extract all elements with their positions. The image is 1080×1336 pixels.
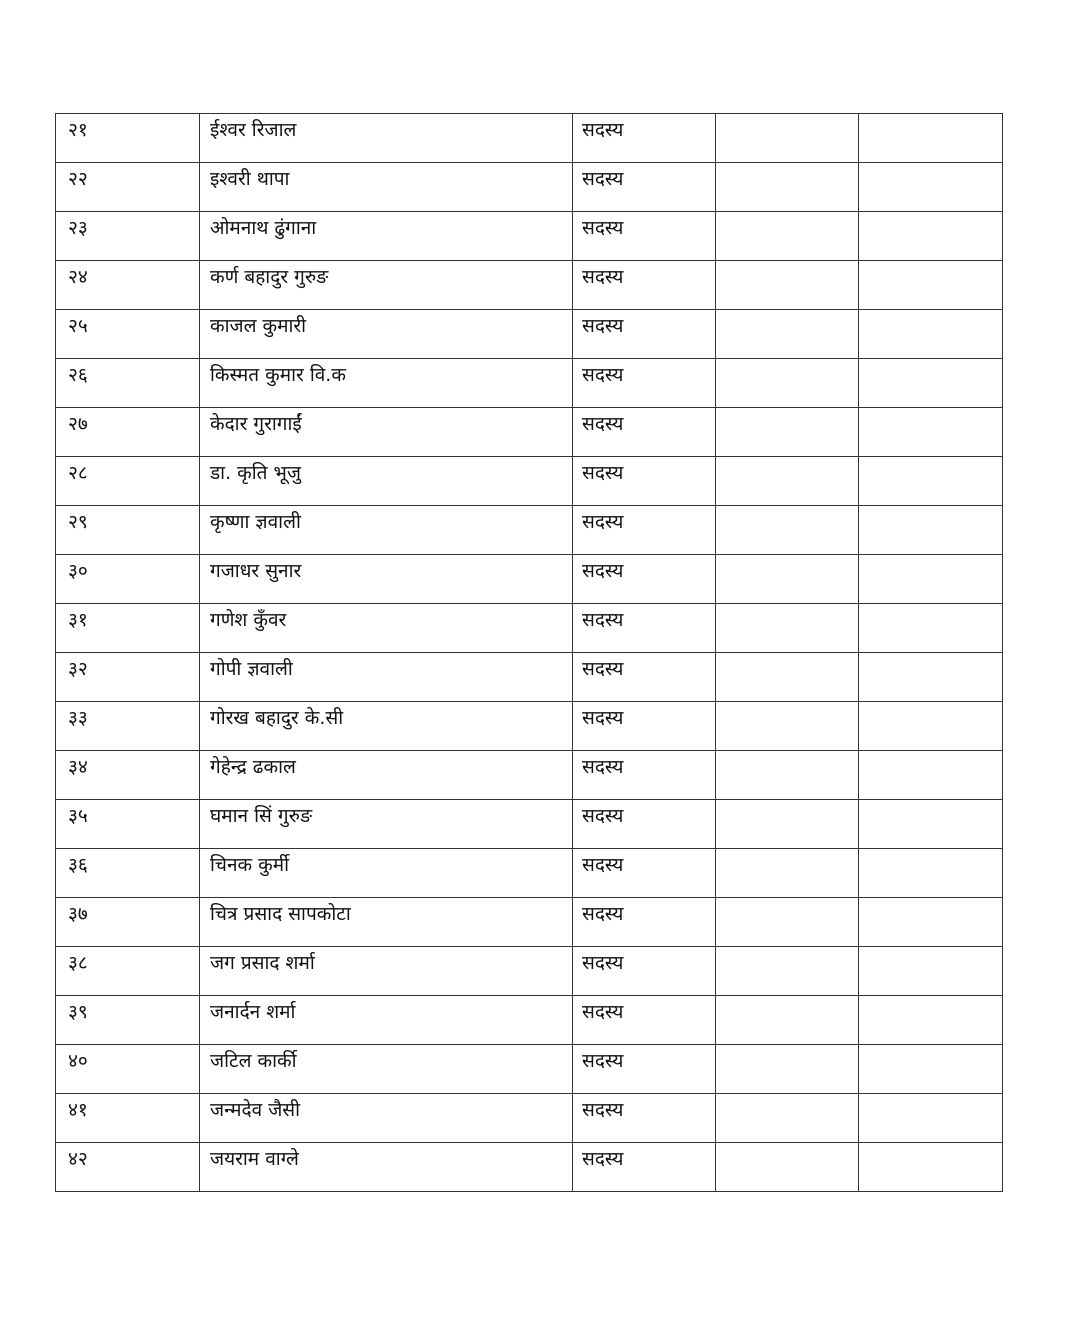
serial-number-cell: [56, 702, 200, 751]
member-role-cell: [573, 604, 716, 653]
serial-number-cell: [56, 261, 200, 310]
member-role-cell: [573, 310, 716, 359]
empty-cell: [859, 506, 1003, 555]
empty-cell: [716, 457, 859, 506]
member-role-cell: [573, 849, 716, 898]
member-name-cell: [200, 898, 573, 947]
serial-number-text: ४०: [68, 1050, 88, 1072]
serial-number-text: ४२: [68, 1148, 88, 1170]
member-role-text: सदस्य: [582, 462, 624, 484]
serial-number-text: २२: [68, 168, 88, 190]
empty-cell: [716, 849, 859, 898]
serial-number-text: २५: [68, 315, 88, 337]
member-name-cell: [200, 457, 573, 506]
empty-cell: [859, 1143, 1003, 1192]
member-name-cell: [200, 555, 573, 604]
table-row: [56, 457, 1003, 506]
serial-number-text: ३२: [68, 658, 88, 680]
empty-cell: [716, 800, 859, 849]
empty-cell: [716, 163, 859, 212]
member-name-cell: [200, 702, 573, 751]
member-role-cell: [573, 555, 716, 604]
member-role-text: सदस्य: [582, 1099, 624, 1121]
empty-cell: [859, 996, 1003, 1045]
empty-cell: [716, 1094, 859, 1143]
member-role-cell: [573, 751, 716, 800]
serial-number-cell: [56, 114, 200, 163]
member-role-cell: [573, 1143, 716, 1192]
table-row: [56, 310, 1003, 359]
member-role-text: सदस्य: [582, 952, 624, 974]
member-role-cell: [573, 800, 716, 849]
empty-cell: [859, 310, 1003, 359]
member-name-cell: [200, 163, 573, 212]
member-name-cell: [200, 506, 573, 555]
member-name-cell: [200, 1094, 573, 1143]
empty-cell: [716, 898, 859, 947]
serial-number-cell: [56, 1143, 200, 1192]
member-role-cell: [573, 457, 716, 506]
serial-number-text: २९: [68, 511, 88, 533]
serial-number-cell: [56, 800, 200, 849]
empty-cell: [716, 114, 859, 163]
empty-cell: [859, 898, 1003, 947]
serial-number-cell: [56, 555, 200, 604]
table-row: [56, 653, 1003, 702]
member-role-text: सदस्य: [582, 707, 624, 729]
member-role-cell: [573, 408, 716, 457]
member-name-cell: [200, 604, 573, 653]
member-role-text: सदस्य: [582, 805, 624, 827]
serial-number-cell: [56, 751, 200, 800]
member-name-cell: [200, 653, 573, 702]
empty-cell: [716, 996, 859, 1045]
member-role-text: सदस्य: [582, 1001, 624, 1023]
table-row: [56, 702, 1003, 751]
table-row: [56, 359, 1003, 408]
table-row: [56, 114, 1003, 163]
empty-cell: [859, 653, 1003, 702]
member-name-text: घमान सिं गुरुङ: [210, 805, 313, 827]
member-name-text: गणेश कुँवर: [210, 609, 287, 631]
table-row: [56, 800, 1003, 849]
serial-number-cell: [56, 947, 200, 996]
empty-cell: [859, 849, 1003, 898]
table-row: [56, 163, 1003, 212]
serial-number-cell: [56, 506, 200, 555]
member-name-cell: [200, 996, 573, 1045]
member-name-text: जग प्रसाद शर्मा: [210, 952, 315, 974]
serial-number-cell: [56, 1045, 200, 1094]
table-row: [56, 1143, 1003, 1192]
serial-number-cell: [56, 457, 200, 506]
member-name-cell: [200, 212, 573, 261]
member-name-cell: [200, 849, 573, 898]
empty-cell: [859, 751, 1003, 800]
member-role-cell: [573, 947, 716, 996]
table-row: [56, 898, 1003, 947]
empty-cell: [859, 604, 1003, 653]
empty-cell: [859, 947, 1003, 996]
member-name-text: गोरख बहादुर के.सी: [210, 707, 344, 729]
member-name-text: गोपी ज्ञवाली: [210, 658, 293, 680]
member-role-text: सदस्य: [582, 168, 624, 190]
serial-number-cell: [56, 996, 200, 1045]
member-name-text: जटिल कार्की: [210, 1050, 297, 1072]
empty-cell: [716, 408, 859, 457]
serial-number-text: २१: [68, 119, 88, 141]
empty-cell: [859, 1094, 1003, 1143]
serial-number-text: ३१: [68, 609, 88, 631]
member-name-cell: [200, 800, 573, 849]
member-role-text: सदस्य: [582, 658, 624, 680]
empty-cell: [859, 1045, 1003, 1094]
member-role-cell: [573, 1045, 716, 1094]
empty-cell: [716, 212, 859, 261]
empty-cell: [716, 1143, 859, 1192]
serial-number-cell: [56, 604, 200, 653]
member-role-text: सदस्य: [582, 217, 624, 239]
table-row: [56, 408, 1003, 457]
member-role-text: सदस्य: [582, 560, 624, 582]
member-name-cell: [200, 751, 573, 800]
serial-number-text: ४१: [68, 1099, 88, 1121]
member-name-cell: [200, 1045, 573, 1094]
serial-number-text: ३९: [68, 1001, 88, 1023]
member-role-cell: [573, 1094, 716, 1143]
member-role-text: सदस्य: [582, 364, 624, 386]
empty-cell: [859, 702, 1003, 751]
empty-cell: [859, 555, 1003, 604]
table-row: [56, 849, 1003, 898]
serial-number-cell: [56, 849, 200, 898]
table-row: [56, 947, 1003, 996]
empty-cell: [716, 1045, 859, 1094]
table-row: [56, 604, 1003, 653]
serial-number-cell: [56, 1094, 200, 1143]
member-role-cell: [573, 163, 716, 212]
serial-number-text: ३३: [68, 707, 88, 729]
member-role-text: सदस्य: [582, 119, 624, 141]
serial-number-cell: [56, 898, 200, 947]
table-row: [56, 996, 1003, 1045]
empty-cell: [716, 702, 859, 751]
member-name-cell: [200, 114, 573, 163]
member-name-text: जनार्दन शर्मा: [210, 1001, 296, 1023]
member-role-cell: [573, 506, 716, 555]
members-table: [55, 113, 1003, 1192]
member-name-text: किस्मत कुमार वि.क: [210, 364, 346, 386]
member-name-text: जयराम वाग्ले: [210, 1148, 299, 1170]
serial-number-text: ३०: [68, 560, 88, 582]
member-name-text: काजल कुमारी: [210, 315, 307, 337]
member-role-cell: [573, 702, 716, 751]
member-role-cell: [573, 996, 716, 1045]
empty-cell: [859, 212, 1003, 261]
table-row: [56, 751, 1003, 800]
serial-number-text: ३७: [68, 903, 88, 925]
empty-cell: [859, 114, 1003, 163]
member-name-text: इश्वरी थापा: [210, 168, 290, 190]
empty-cell: [859, 408, 1003, 457]
serial-number-cell: [56, 359, 200, 408]
member-role-cell: [573, 114, 716, 163]
empty-cell: [859, 261, 1003, 310]
member-name-text: जन्मदेव जैसी: [210, 1099, 301, 1121]
serial-number-text: ३५: [68, 805, 88, 827]
member-name-cell: [200, 359, 573, 408]
member-role-text: सदस्य: [582, 903, 624, 925]
serial-number-text: २३: [68, 217, 88, 239]
serial-number-text: २४: [68, 266, 88, 288]
member-role-cell: [573, 898, 716, 947]
empty-cell: [716, 359, 859, 408]
empty-cell: [716, 310, 859, 359]
empty-cell: [716, 653, 859, 702]
serial-number-cell: [56, 653, 200, 702]
member-role-text: सदस्य: [582, 315, 624, 337]
member-name-text: ओमनाथ ढुंगाना: [210, 217, 317, 239]
member-name-text: केदार गुरागाईं: [210, 413, 302, 435]
member-name-text: ईश्वर रिजाल: [210, 119, 297, 141]
empty-cell: [859, 457, 1003, 506]
member-role-text: सदस्य: [582, 266, 624, 288]
empty-cell: [859, 163, 1003, 212]
member-name-text: चिनक कुर्मी: [210, 854, 290, 876]
member-role-cell: [573, 359, 716, 408]
serial-number-cell: [56, 408, 200, 457]
member-role-text: सदस्य: [582, 1148, 624, 1170]
member-name-text: कृष्णा ज्ञवाली: [210, 511, 301, 533]
member-role-text: सदस्य: [582, 854, 624, 876]
member-role-text: सदस्य: [582, 756, 624, 778]
table-row: [56, 261, 1003, 310]
member-name-cell: [200, 1143, 573, 1192]
member-role-text: सदस्य: [582, 609, 624, 631]
serial-number-text: २६: [68, 364, 88, 386]
table-row: [56, 1094, 1003, 1143]
member-name-cell: [200, 408, 573, 457]
member-role-cell: [573, 212, 716, 261]
empty-cell: [859, 800, 1003, 849]
table-row: [56, 1045, 1003, 1094]
empty-cell: [859, 359, 1003, 408]
member-name-text: गेहेन्द्र ढकाल: [210, 756, 296, 778]
member-name-text: चित्र प्रसाद सापकोटा: [210, 903, 351, 925]
serial-number-text: २८: [68, 462, 88, 484]
member-role-text: सदस्य: [582, 413, 624, 435]
serial-number-cell: [56, 163, 200, 212]
member-name-text: गजाधर सुनार: [210, 560, 302, 582]
member-name-text: डा. कृति भूजु: [210, 462, 302, 484]
serial-number-text: ३६: [68, 854, 88, 876]
table-row: [56, 555, 1003, 604]
empty-cell: [716, 555, 859, 604]
member-name-cell: [200, 261, 573, 310]
member-role-text: सदस्य: [582, 1050, 624, 1072]
table-row: [56, 212, 1003, 261]
serial-number-cell: [56, 212, 200, 261]
member-role-text: सदस्य: [582, 511, 624, 533]
empty-cell: [716, 947, 859, 996]
member-name-text: कर्ण बहादुर गुरुङ: [210, 266, 329, 288]
member-name-cell: [200, 310, 573, 359]
table-row: [56, 506, 1003, 555]
empty-cell: [716, 506, 859, 555]
serial-number-text: ३८: [68, 952, 88, 974]
members-table-body: [56, 114, 1003, 1192]
empty-cell: [716, 751, 859, 800]
serial-number-cell: [56, 310, 200, 359]
member-role-cell: [573, 261, 716, 310]
empty-cell: [716, 604, 859, 653]
serial-number-text: ३४: [68, 756, 88, 778]
empty-cell: [716, 261, 859, 310]
serial-number-text: २७: [68, 413, 88, 435]
member-name-cell: [200, 947, 573, 996]
member-role-cell: [573, 653, 716, 702]
